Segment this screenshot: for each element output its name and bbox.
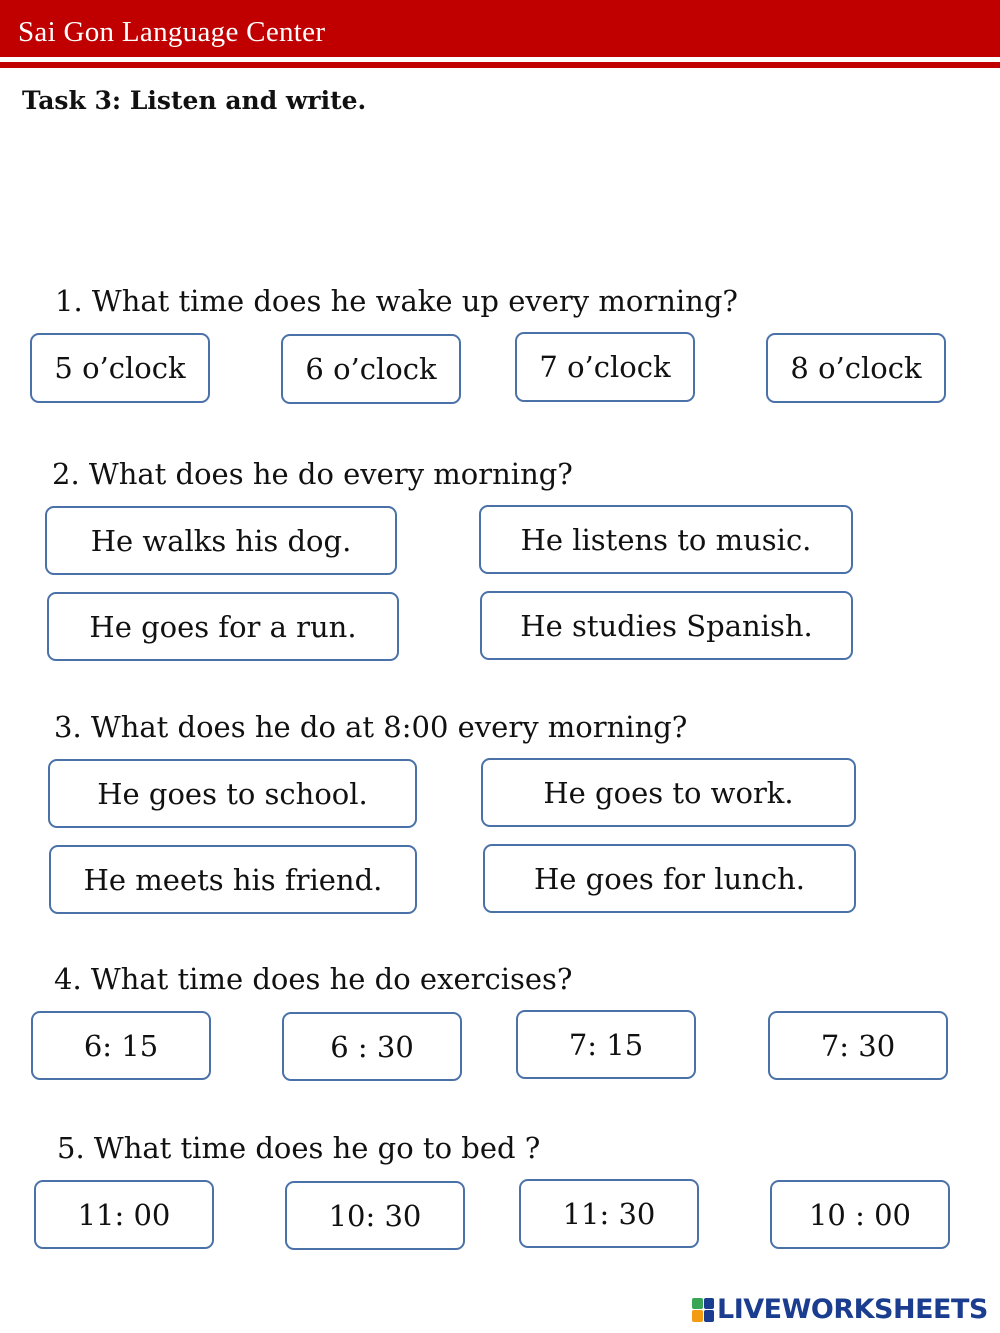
q3-option-c[interactable]: He meets his friend.: [49, 845, 417, 914]
q5-option-b[interactable]: 10: 30: [285, 1181, 465, 1250]
q4-option-b[interactable]: 6 : 30: [282, 1012, 462, 1081]
logo-text: LIVEWORKSHEETS: [717, 1294, 988, 1325]
question-5: 5. What time does he go to bed ?: [57, 1131, 541, 1165]
q1-option-a[interactable]: 5 o’clock: [30, 333, 210, 403]
q2-option-d[interactable]: He studies Spanish.: [480, 591, 853, 660]
q5-option-c[interactable]: 11: 30: [519, 1179, 699, 1248]
q3-option-d[interactable]: He goes for lunch.: [483, 844, 856, 913]
q5-option-a[interactable]: 11: 00: [34, 1180, 214, 1249]
liveworksheets-logo: [692, 1294, 988, 1325]
question-3: 3. What does he do at 8:00 every morning?: [54, 710, 688, 744]
q2-option-b[interactable]: He listens to music.: [479, 505, 853, 574]
header-title: Sai Gon Language Center: [18, 16, 326, 48]
q1-option-d[interactable]: 8 o’clock: [766, 333, 946, 403]
question-2: 2. What does he do every morning?: [52, 457, 573, 491]
q3-option-a[interactable]: He goes to school.: [48, 759, 417, 828]
q2-option-a[interactable]: He walks his dog.: [45, 506, 397, 575]
q4-option-a[interactable]: 6: 15: [31, 1011, 211, 1080]
q3-option-b[interactable]: He goes to work.: [481, 758, 856, 827]
header-bar: [0, 0, 1000, 57]
q4-option-d[interactable]: 7: 30: [768, 1011, 948, 1080]
question-4: 4. What time does he do exercises?: [54, 962, 573, 996]
q5-option-d[interactable]: 10 : 00: [770, 1180, 950, 1249]
liveworksheets-logo-icon: [692, 1298, 714, 1322]
q2-option-c[interactable]: He goes for a run.: [47, 592, 399, 661]
task-title: Task 3: Listen and write.: [22, 86, 367, 115]
question-1: 1. What time does he wake up every morning?: [55, 284, 738, 318]
q1-option-b[interactable]: 6 o’clock: [281, 334, 461, 404]
header-divider: [0, 62, 1000, 68]
q1-option-c[interactable]: 7 o’clock: [515, 332, 695, 402]
q4-option-c[interactable]: 7: 15: [516, 1010, 696, 1079]
